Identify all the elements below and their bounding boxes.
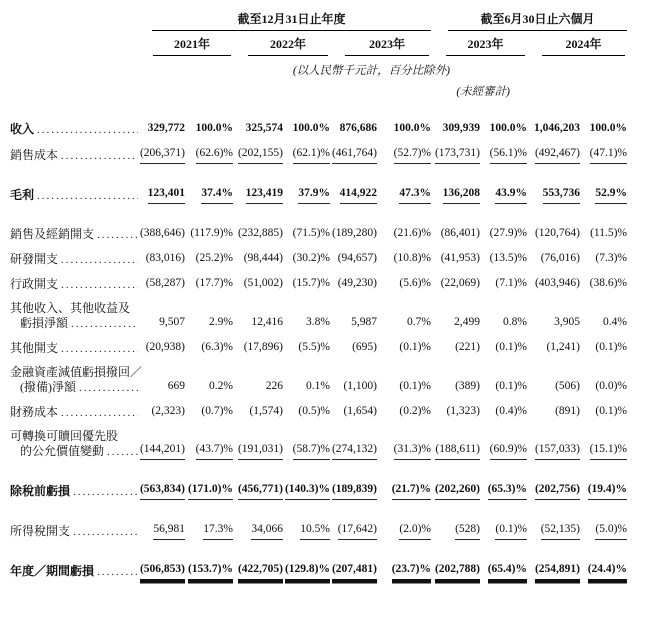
table-row	[10, 340, 627, 357]
percentage-cell: (2.0)%	[377, 522, 431, 540]
value-cell: (51,002)	[243, 277, 283, 289]
value-cell: (202,155)	[233, 146, 283, 164]
value-cell: (2,323)	[151, 405, 185, 417]
percentage-cell: (62.1)%	[283, 146, 330, 164]
row-label	[10, 341, 138, 357]
percentage-cell: (0.5)%	[298, 405, 330, 417]
value-cell: (17,896)	[243, 341, 283, 353]
percentage-cell: 100.0%	[589, 122, 627, 134]
row-label-text: 銷售成本	[10, 148, 59, 162]
value-cell: (221)	[455, 341, 480, 353]
percentage-cell: (7.3)%	[595, 252, 627, 264]
percentage-cell: (56.1)%	[480, 146, 527, 164]
table-row	[10, 301, 627, 332]
value-cell: 123,419	[233, 186, 283, 204]
value-cell: 34,066	[233, 522, 283, 540]
value-cell: (891)	[555, 405, 580, 417]
row-label-text: 收入	[10, 122, 35, 136]
table-row	[10, 482, 627, 500]
value-cell: (456,771)	[233, 482, 283, 500]
value-cell: (98,444)	[243, 252, 283, 264]
value-cell: (173,731)	[431, 146, 480, 164]
percentage-cell: (5.0)%	[580, 522, 627, 540]
dot-leader	[107, 444, 138, 460]
percentage-cell: (25.2)%	[195, 252, 233, 264]
percentage-cell: 100.0%	[489, 122, 527, 134]
percentage-cell: 0.2%	[209, 380, 233, 392]
value-cell: (506)	[555, 380, 580, 392]
value-cell: 5,987	[351, 316, 377, 328]
row-label	[10, 148, 138, 164]
percentage-cell: (0.1)%	[495, 341, 527, 353]
percentage-cell: (15.1)%	[580, 442, 627, 460]
percentage-cell: (0.2)%	[399, 405, 431, 417]
percentage-cell: (58.7)%	[283, 442, 330, 460]
percentage-cell: (17.7)%	[195, 277, 233, 289]
percentage-cell: (0.1)%	[595, 405, 627, 417]
percentage-cell: (15.7)%	[292, 277, 330, 289]
percentage-cell: (0.4)%	[495, 405, 527, 417]
value-cell: (94,657)	[337, 252, 377, 264]
table-header-period-groups	[10, 10, 627, 31]
percentage-cell: 47.3%	[377, 186, 431, 204]
row-label	[10, 122, 138, 138]
percentage-cell: (0.1)%	[595, 341, 627, 353]
value-cell: 226	[265, 380, 283, 392]
table-row	[10, 522, 627, 540]
year-column-header-2024-interim: 2024年	[542, 35, 625, 56]
table-row	[10, 404, 627, 421]
table-row	[10, 562, 627, 580]
percentage-cell: 37.4%	[185, 186, 233, 204]
value-cell: (1,323)	[446, 405, 480, 417]
value-cell: (202,260)	[431, 482, 480, 500]
row-label-text: 毛利	[10, 188, 35, 202]
value-cell: (17,642)	[330, 522, 377, 540]
percentage-cell: (0.1)%	[495, 380, 527, 392]
percentage-cell: (23.7)%	[377, 562, 431, 580]
percentage-cell: 100.0%	[292, 122, 330, 134]
value-cell: 1,046,203	[534, 122, 580, 134]
row-label-text: 財務成本	[10, 405, 59, 419]
row-label-text: 所得稅開支	[10, 524, 71, 538]
dot-leader	[79, 380, 138, 396]
row-label-text: 研發開支	[10, 252, 59, 266]
value-cell: (563,834)	[138, 482, 185, 500]
value-cell: (1,654)	[343, 405, 377, 417]
value-cell: (528)	[431, 522, 480, 540]
row-label-text: 其他開支	[10, 341, 59, 355]
row-label-text: 虧損淨額	[20, 316, 69, 330]
year-column-header-2023-interim: 2023年	[446, 35, 525, 56]
value-cell: (144,201)	[138, 442, 185, 460]
value-cell: (86,401)	[440, 227, 480, 239]
percentage-cell: 0.1%	[306, 380, 330, 392]
percentage-cell: (62.6)%	[185, 146, 233, 164]
row-label	[10, 365, 143, 396]
row-label	[10, 405, 138, 421]
value-cell: 553,736	[527, 186, 580, 204]
table-body	[10, 121, 627, 580]
value-cell: (41,953)	[440, 252, 480, 264]
table-row	[10, 186, 627, 204]
value-cell: (206,371)	[138, 146, 185, 164]
value-cell: 669	[167, 380, 185, 392]
year-column-header-2021: 2021年	[153, 35, 231, 56]
row-label-text: (撥備)淨額	[20, 380, 76, 394]
period-group-interim: 截至6月30日止六個月	[448, 10, 627, 31]
row-label	[10, 301, 138, 332]
percentage-cell: (52.7)%	[377, 146, 431, 164]
percentage-cell: (65.4)%	[480, 562, 527, 580]
value-cell: 325,574	[245, 122, 283, 134]
period-group-annual: 截至12月31日止年度	[152, 10, 431, 31]
value-cell: (695)	[352, 341, 377, 353]
percentage-cell: (71.5)%	[292, 227, 330, 239]
percentage-cell: 0.7%	[407, 316, 431, 328]
value-cell: (506,853)	[138, 562, 185, 580]
percentage-cell: (129.8)%	[283, 562, 330, 580]
table-row	[10, 121, 627, 138]
row-label	[10, 564, 138, 580]
percentage-cell: (27.9)%	[489, 227, 527, 239]
dot-leader	[73, 484, 138, 500]
value-cell: (76,016)	[540, 252, 580, 264]
percentage-cell: (60.9)%	[480, 442, 527, 460]
value-cell: 12,416	[251, 316, 283, 328]
value-cell: (492,467)	[527, 146, 580, 164]
value-cell: (202,788)	[431, 562, 480, 580]
value-cell: (58,287)	[145, 277, 185, 289]
percentage-cell: 17.3%	[185, 522, 233, 540]
percentage-cell: (0.1)%	[399, 341, 431, 353]
value-cell: (388,646)	[139, 227, 185, 239]
year-column-header-2023: 2023年	[345, 35, 429, 56]
table-header-years	[10, 35, 627, 56]
dot-leader	[61, 277, 138, 293]
percentage-cell: (0.1)%	[399, 380, 431, 392]
value-cell: (120,764)	[534, 227, 580, 239]
percentage-cell: 52.9%	[580, 186, 627, 204]
percentage-cell: 43.9%	[480, 186, 527, 204]
row-label-text: 除稅前虧損	[10, 484, 71, 498]
percentage-cell: (6.3)%	[201, 341, 233, 353]
row-label	[10, 484, 138, 500]
value-cell: (389)	[455, 380, 480, 392]
percentage-cell: (65.3)%	[480, 482, 527, 500]
table-row	[10, 276, 627, 293]
row-label-text: 銷售及經銷開支	[10, 227, 95, 241]
value-cell: (49,230)	[337, 277, 377, 289]
value-cell: (232,885)	[237, 227, 283, 239]
row-label-text: 年度／期間虧損	[10, 564, 95, 578]
row-label	[10, 277, 138, 293]
row-label-line1: 可轉換可贖回優先股	[10, 429, 119, 443]
value-cell: (461,764)	[330, 146, 377, 164]
percentage-cell: (0.1)%	[480, 522, 527, 540]
value-cell: (189,280)	[331, 227, 377, 239]
value-cell: 123,401	[138, 186, 185, 204]
percentage-cell: 3.8%	[306, 316, 330, 328]
percentage-cell: (21.6)%	[393, 227, 431, 239]
value-cell: (191,031)	[233, 442, 283, 460]
row-label	[10, 524, 138, 540]
value-cell: 2,499	[454, 316, 480, 328]
value-cell: (189,839)	[330, 482, 377, 500]
percentage-cell: (153.7)%	[185, 562, 233, 580]
value-cell: (274,132)	[330, 442, 377, 460]
value-cell: (254,891)	[527, 562, 580, 580]
table-row	[10, 251, 627, 268]
dot-leader	[61, 341, 138, 357]
percentage-cell: (38.6)%	[589, 277, 627, 289]
row-label	[10, 227, 138, 243]
percentage-cell: (117.9)%	[190, 227, 233, 239]
value-cell: (202,756)	[527, 482, 580, 500]
dot-leader	[61, 405, 138, 421]
dot-leader	[61, 252, 138, 268]
percentage-cell: (21.7)%	[377, 482, 431, 500]
value-cell: 414,922	[330, 186, 377, 204]
percentage-cell: 0.8%	[503, 316, 527, 328]
value-cell: 56,981	[138, 522, 185, 540]
value-cell: 9,507	[159, 316, 185, 328]
percentage-cell: (5.6)%	[399, 277, 431, 289]
value-cell: (20,938)	[145, 341, 185, 353]
value-cell: (1,574)	[249, 405, 283, 417]
value-cell: (157,033)	[527, 442, 580, 460]
dot-leader	[37, 188, 138, 204]
percentage-cell: (10.8)%	[393, 252, 431, 264]
units-note: (以人民幣千元計，百分比除外)	[292, 65, 450, 77]
table-row	[10, 429, 627, 460]
percentage-cell: 0.4%	[603, 316, 627, 328]
table-row	[10, 365, 627, 396]
percentage-cell: (5.5)%	[298, 341, 330, 353]
row-label-text: 的公允價值變動	[20, 444, 105, 458]
row-label-line1: 金融資產減值虧損撥回／	[10, 365, 143, 379]
row-label-text: 行政開支	[10, 277, 59, 291]
value-cell: (83,016)	[145, 252, 185, 264]
value-cell: (188,611)	[431, 442, 480, 460]
percentage-cell: 100.0%	[195, 122, 233, 134]
percentage-cell: (24.4)%	[580, 562, 627, 580]
table-row	[10, 146, 627, 164]
percentage-cell: 100.0%	[393, 122, 431, 134]
dot-leader	[97, 227, 138, 243]
value-cell: 876,686	[339, 122, 377, 134]
percentage-cell: 37.9%	[283, 186, 330, 204]
percentage-cell: (0.0)%	[595, 380, 627, 392]
unaudited-note: (未經審計)	[456, 86, 510, 98]
percentage-cell: (19.4)%	[580, 482, 627, 500]
value-cell: 136,208	[431, 186, 480, 204]
dot-leader	[61, 148, 138, 164]
value-cell: (1,241)	[546, 341, 580, 353]
value-cell: (422,705)	[233, 562, 283, 580]
dot-leader	[97, 564, 138, 580]
value-cell: (403,946)	[534, 277, 580, 289]
row-label-line1: 其他收入、其他收益及	[10, 301, 131, 315]
row-label	[10, 252, 138, 268]
percentage-cell: 2.9%	[209, 316, 233, 328]
table-row	[10, 226, 627, 243]
percentage-cell: (30.2)%	[292, 252, 330, 264]
value-cell: 309,939	[442, 122, 480, 134]
dot-leader	[73, 524, 138, 540]
percentage-cell: (0.7)%	[201, 405, 233, 417]
value-cell: (207,481)	[330, 562, 377, 580]
percentage-cell: (31.3)%	[377, 442, 431, 460]
value-cell: 3,905	[554, 316, 580, 328]
year-column-header-2022: 2022年	[248, 35, 328, 56]
percentage-cell: (47.1)%	[580, 146, 627, 164]
percentage-cell: (7.1)%	[495, 277, 527, 289]
percentage-cell: (13.5)%	[489, 252, 527, 264]
percentage-cell: (11.5)%	[590, 227, 627, 239]
percentage-cell: (171.0)%	[185, 482, 233, 500]
dot-leader	[71, 316, 138, 332]
value-cell: 329,772	[147, 122, 185, 134]
row-label	[10, 188, 138, 204]
percentage-cell: (140.3)%	[283, 482, 330, 500]
value-cell: (22,069)	[440, 277, 480, 289]
value-cell: (52,135)	[527, 522, 580, 540]
row-label	[10, 429, 138, 460]
dot-leader	[37, 122, 138, 138]
percentage-cell: 10.5%	[283, 522, 330, 540]
percentage-cell: (43.7)%	[185, 442, 233, 460]
value-cell: (1,100)	[343, 380, 377, 392]
